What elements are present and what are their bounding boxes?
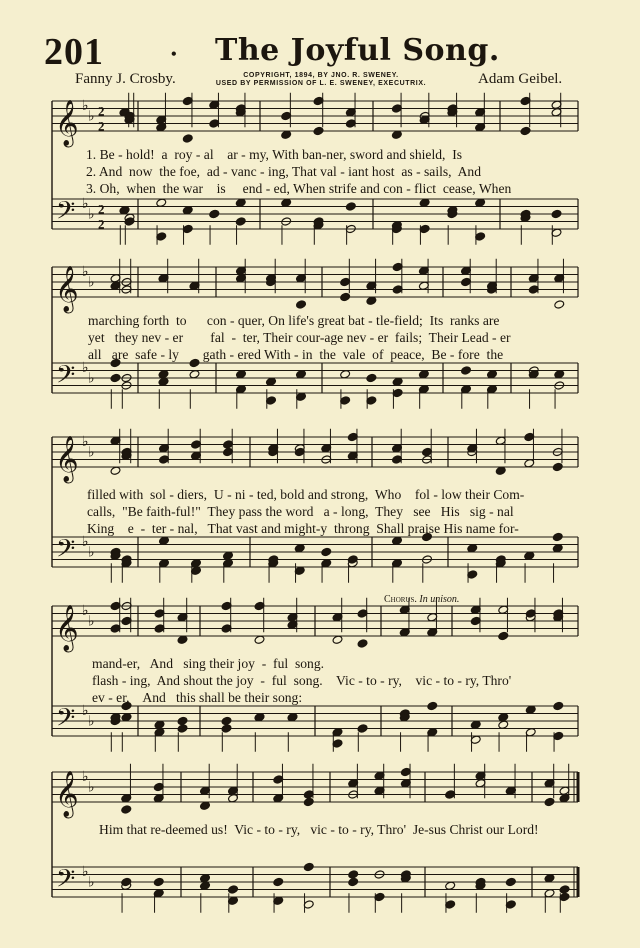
copyright-line-1: COPYRIGHT, 1894, BY JNO. R. SWENEY. bbox=[243, 72, 399, 79]
lyric-verse2-system4: flash - ing, And shout the joy - ful song. Vic - to - ry, vic - to - ry, Thro' bbox=[92, 673, 512, 688]
chorus-marking bbox=[384, 594, 459, 605]
treble-clef-icon: 𝄞 bbox=[55, 605, 79, 651]
note-head bbox=[345, 202, 356, 211]
note-head bbox=[461, 366, 472, 375]
treble-clef-icon: 𝄞 bbox=[55, 436, 79, 482]
lyric-verse1-system3: filled with sol - diers, U - ni - ted, bold and strong, Who fol - low their Com- bbox=[87, 487, 525, 502]
composer-credit: Adam Geibel. bbox=[478, 71, 563, 87]
treble-clef-icon: 𝄞 bbox=[55, 266, 79, 312]
flat-icon: ♭ bbox=[88, 109, 95, 125]
hymn-number: 201 bbox=[44, 31, 104, 73]
lyric-verse3-system2: all are safe - ly gath - ered With - in the vale of peace, Be - fore the bbox=[88, 347, 504, 362]
note-head bbox=[303, 797, 314, 806]
lyric-verse1-system1: 1. Be - hold! a roy - al ar - my, With ban-ner, sword and shield, Is bbox=[86, 147, 463, 162]
bass-clef-icon: 𝄢 bbox=[56, 534, 76, 570]
note-head bbox=[177, 724, 188, 733]
note-head bbox=[348, 870, 359, 879]
note-head bbox=[559, 885, 570, 894]
lyric-verse1-system2: marching forth to con - quer, On life's great bat - tle-field; Its ranks are bbox=[88, 313, 500, 328]
flat-icon: ♭ bbox=[82, 770, 89, 785]
flat-icon: ♭ bbox=[82, 265, 89, 280]
flat-icon: ♭ bbox=[88, 780, 95, 796]
note-head bbox=[554, 300, 565, 309]
chorus-label: Chorus. bbox=[384, 594, 417, 605]
treble-clef-icon: 𝄞 bbox=[55, 100, 79, 146]
note-head bbox=[273, 877, 284, 886]
note-head bbox=[357, 724, 368, 733]
note-head bbox=[303, 862, 314, 871]
note-head bbox=[221, 716, 232, 725]
lyric-chorus-system5: Him that re-deemed us! Vic - to - ry, vic - to - ry, Thro' Je-sus Christ our Lord! bbox=[99, 822, 539, 837]
poet-credit: Fanny J. Crosby. bbox=[75, 71, 176, 87]
note-head bbox=[427, 701, 438, 710]
note-head bbox=[209, 209, 220, 218]
lyric-verse2-system1: 2. And now the foe, ad - vanc - ing, That val - iant host as - sails, And bbox=[86, 164, 482, 179]
bass-clef-icon: 𝄢 bbox=[56, 703, 76, 739]
flat-icon: ♭ bbox=[82, 435, 89, 450]
treble-clef-icon: 𝄞 bbox=[55, 771, 79, 817]
lyric-verse2-system2: yet they nev - er fal - ter, Their cour-age nev - er fails; Their Lead - er bbox=[88, 330, 511, 345]
note-head bbox=[235, 217, 246, 226]
lyric-verse1-system4: mand-er, And sing their joy - ful song. bbox=[92, 656, 325, 671]
note-head bbox=[177, 716, 188, 725]
note-head bbox=[313, 126, 324, 135]
note-head bbox=[366, 373, 377, 382]
lyric-verse3-system4: ev - er, And this shall be their song: bbox=[92, 690, 303, 705]
flat-icon: ♭ bbox=[88, 445, 95, 461]
flat-icon: ♭ bbox=[82, 604, 89, 619]
bass-clef-icon: 𝄢 bbox=[56, 360, 76, 396]
flat-icon: ♭ bbox=[82, 99, 89, 114]
flat-icon: ♭ bbox=[82, 197, 89, 212]
copyright-line-2: USED BY PERMISSION OF L. E. SWENEY, EXECUTRIX. bbox=[215, 80, 427, 87]
note-head bbox=[153, 877, 164, 886]
flat-icon: ♭ bbox=[88, 614, 95, 630]
note-head bbox=[296, 300, 307, 309]
note-head bbox=[552, 462, 563, 471]
note-head bbox=[551, 209, 562, 218]
bass-clef-icon: 𝄢 bbox=[56, 196, 76, 232]
flat-icon: ♭ bbox=[88, 714, 95, 730]
note-head bbox=[182, 134, 193, 143]
hymn-title: The Joyful Song. bbox=[215, 33, 500, 68]
note-head bbox=[544, 797, 555, 806]
note-head bbox=[221, 724, 232, 733]
time-signature-bottom: 2 bbox=[98, 216, 105, 232]
copyright-notice bbox=[192, 72, 450, 88]
lyric-verse3-system3: King e - ter - nal, That vast and might-y throng Shall praise His name for- bbox=[87, 521, 519, 536]
flat-icon: ♭ bbox=[82, 535, 89, 550]
chorus-note: In unison. bbox=[419, 594, 460, 605]
flat-icon: ♭ bbox=[82, 865, 89, 880]
note-head bbox=[552, 532, 563, 541]
flat-icon: ♭ bbox=[88, 207, 95, 223]
note-head bbox=[520, 126, 531, 135]
time-signature-bottom: 2 bbox=[98, 118, 105, 134]
flat-icon: ♭ bbox=[88, 545, 95, 561]
flat-icon: ♭ bbox=[82, 704, 89, 719]
note-head bbox=[110, 373, 121, 382]
time-signature-top: 2 bbox=[98, 201, 105, 217]
note-head bbox=[321, 547, 332, 556]
flat-icon: ♭ bbox=[88, 875, 95, 891]
title-bullet: • bbox=[171, 46, 177, 63]
lyric-verse2-system3: calls, "Be faith-ful!" They pass the word a - long, They see His sig - nal bbox=[87, 504, 514, 519]
note-head bbox=[505, 877, 516, 886]
lyric-verse3-system1: 3. Oh, when the war is end - ed, When strife and con - flict cease, When bbox=[86, 181, 512, 196]
note-head bbox=[340, 292, 351, 301]
flat-icon: ♭ bbox=[82, 361, 89, 376]
note-head bbox=[357, 639, 368, 648]
time-signature-top: 2 bbox=[98, 103, 105, 119]
flat-icon: ♭ bbox=[88, 371, 95, 387]
bass-clef-icon: 𝄢 bbox=[56, 864, 76, 900]
note-head bbox=[498, 631, 509, 640]
note-head bbox=[228, 885, 239, 894]
note-head bbox=[348, 877, 359, 886]
flat-icon: ♭ bbox=[88, 275, 95, 291]
note-head bbox=[121, 805, 132, 814]
note-head bbox=[553, 701, 564, 710]
